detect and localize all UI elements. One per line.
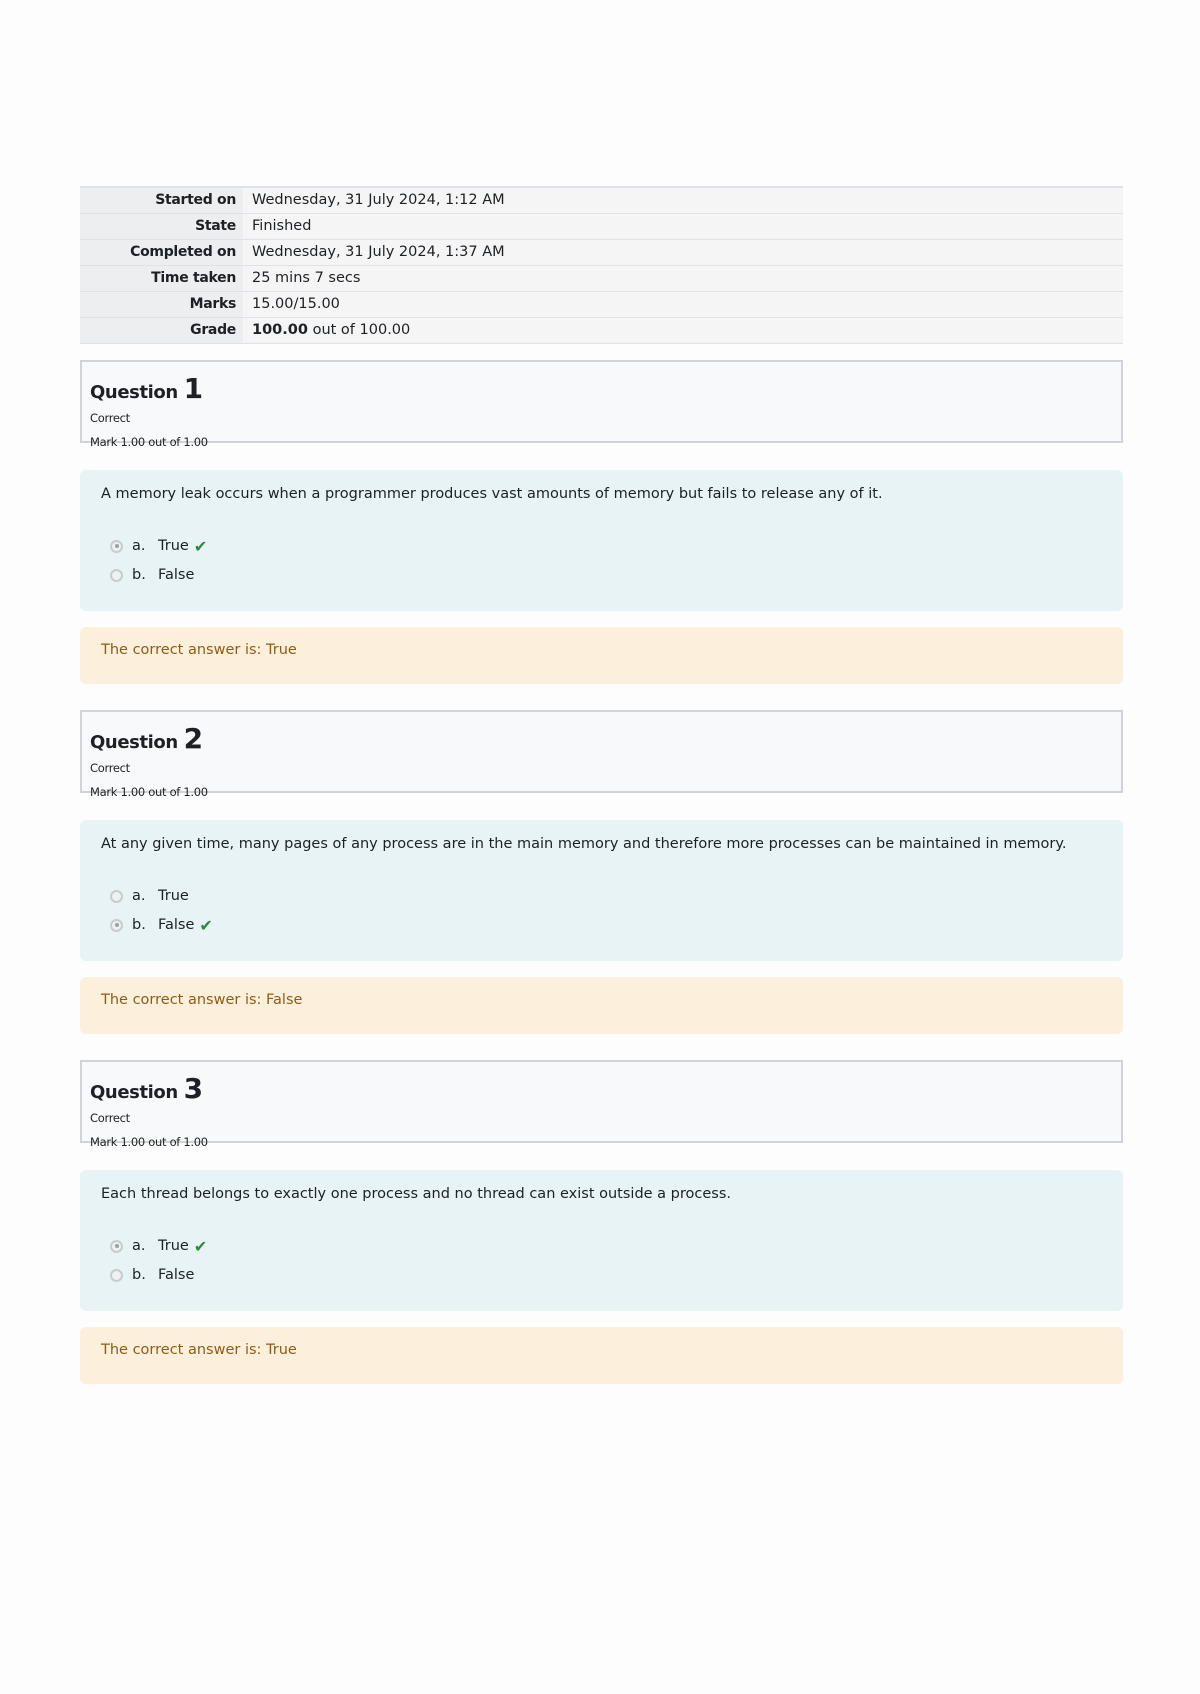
answer-letter: b. [132, 567, 146, 583]
correct-answer-feedback: The correct answer is: False [80, 977, 1123, 1034]
question-text: At any given time, many pages of any process are in the main memory and therefore more processes can be maintained in memory. [101, 835, 1067, 852]
answer-text: True [158, 888, 189, 904]
question-formulation [80, 1170, 1123, 1311]
summary-label: Started on [80, 187, 243, 213]
answer-option-a[interactable] [101, 882, 1102, 911]
answer-letter: a. [132, 1238, 146, 1254]
question-title [90, 722, 1113, 755]
question-label: Question [90, 1081, 178, 1103]
answer-option-b[interactable] [101, 561, 1102, 590]
check-icon: ✔ [199, 915, 213, 935]
question-info [80, 1060, 1123, 1149]
summary-value: 25 mins 7 secs [243, 265, 1123, 291]
question-info [80, 360, 1123, 449]
answer-letter: a. [132, 888, 146, 904]
question-title [90, 1072, 1113, 1105]
summary-value: Wednesday, 31 July 2024, 1:37 AM [243, 239, 1123, 265]
question-formulation [80, 820, 1123, 961]
summary-row [80, 265, 1123, 291]
question-number: 3 [183, 1071, 203, 1105]
answer-text: True [158, 538, 189, 554]
summary-value: Finished [243, 213, 1123, 239]
radio-icon[interactable] [110, 540, 123, 553]
answer-letter: b. [132, 917, 146, 933]
summary-value [243, 317, 1123, 343]
summary-row-grade [80, 317, 1123, 343]
summary-label: Time taken [80, 265, 243, 291]
question-state: Correct [90, 410, 130, 425]
answer-option-a[interactable] [101, 1232, 1102, 1261]
radio-icon[interactable] [110, 1240, 123, 1253]
attempt-summary-table [80, 186, 1123, 344]
check-icon: ✔ [193, 1236, 208, 1256]
question-number: 2 [183, 721, 203, 755]
summary-label: State [80, 213, 243, 239]
answer-option-b[interactable] [101, 1261, 1102, 1290]
summary-value: Wednesday, 31 July 2024, 1:12 AM [243, 187, 1123, 213]
radio-icon[interactable] [110, 919, 123, 932]
answer-option-b[interactable] [101, 911, 1102, 940]
answer-text: False [158, 567, 195, 583]
correct-answer-feedback: The correct answer is: True [80, 627, 1123, 684]
radio-icon[interactable] [110, 890, 123, 903]
summary-row [80, 213, 1123, 239]
correct-answer-feedback: The correct answer is: True [80, 1327, 1123, 1384]
question-state: Correct [90, 1110, 130, 1125]
summary-row [80, 291, 1123, 317]
question-title [90, 372, 1113, 405]
summary-label: Completed on [80, 239, 243, 265]
check-icon: ✔ [193, 536, 208, 556]
question-formulation [80, 470, 1123, 611]
radio-icon[interactable] [110, 569, 123, 582]
quiz-review [80, 186, 1123, 1384]
answer-option-a[interactable] [101, 532, 1102, 561]
radio-icon[interactable] [110, 1269, 123, 1282]
question-text: A memory leak occurs when a programmer produces vast amounts of memory but fails to release any of it. [101, 485, 883, 502]
question-label: Question [90, 731, 178, 753]
question-info [80, 710, 1123, 799]
question-mark: Mark 1.00 out of 1.00 [90, 784, 208, 799]
question-text: Each thread belongs to exactly one process and no thread can exist outside a process. [101, 1185, 731, 1202]
answer-text: True [158, 1238, 189, 1254]
answer-text: False [158, 917, 195, 933]
question-mark: Mark 1.00 out of 1.00 [90, 1134, 208, 1149]
grade-out-of: out of 100.00 [307, 322, 411, 338]
summary-value: 15.00/15.00 [243, 291, 1123, 317]
summary-label: Grade [80, 317, 243, 343]
answer-text: False [158, 1267, 195, 1283]
question-label: Question [90, 381, 178, 403]
question-number: 1 [183, 371, 203, 405]
question-mark: Mark 1.00 out of 1.00 [90, 434, 208, 449]
answer-letter: a. [132, 538, 146, 554]
question-state: Correct [90, 760, 130, 775]
summary-label: Marks [80, 291, 243, 317]
summary-row [80, 187, 1123, 213]
answer-letter: b. [132, 1267, 146, 1283]
summary-row [80, 239, 1123, 265]
grade-value: 100.00 [252, 322, 308, 338]
